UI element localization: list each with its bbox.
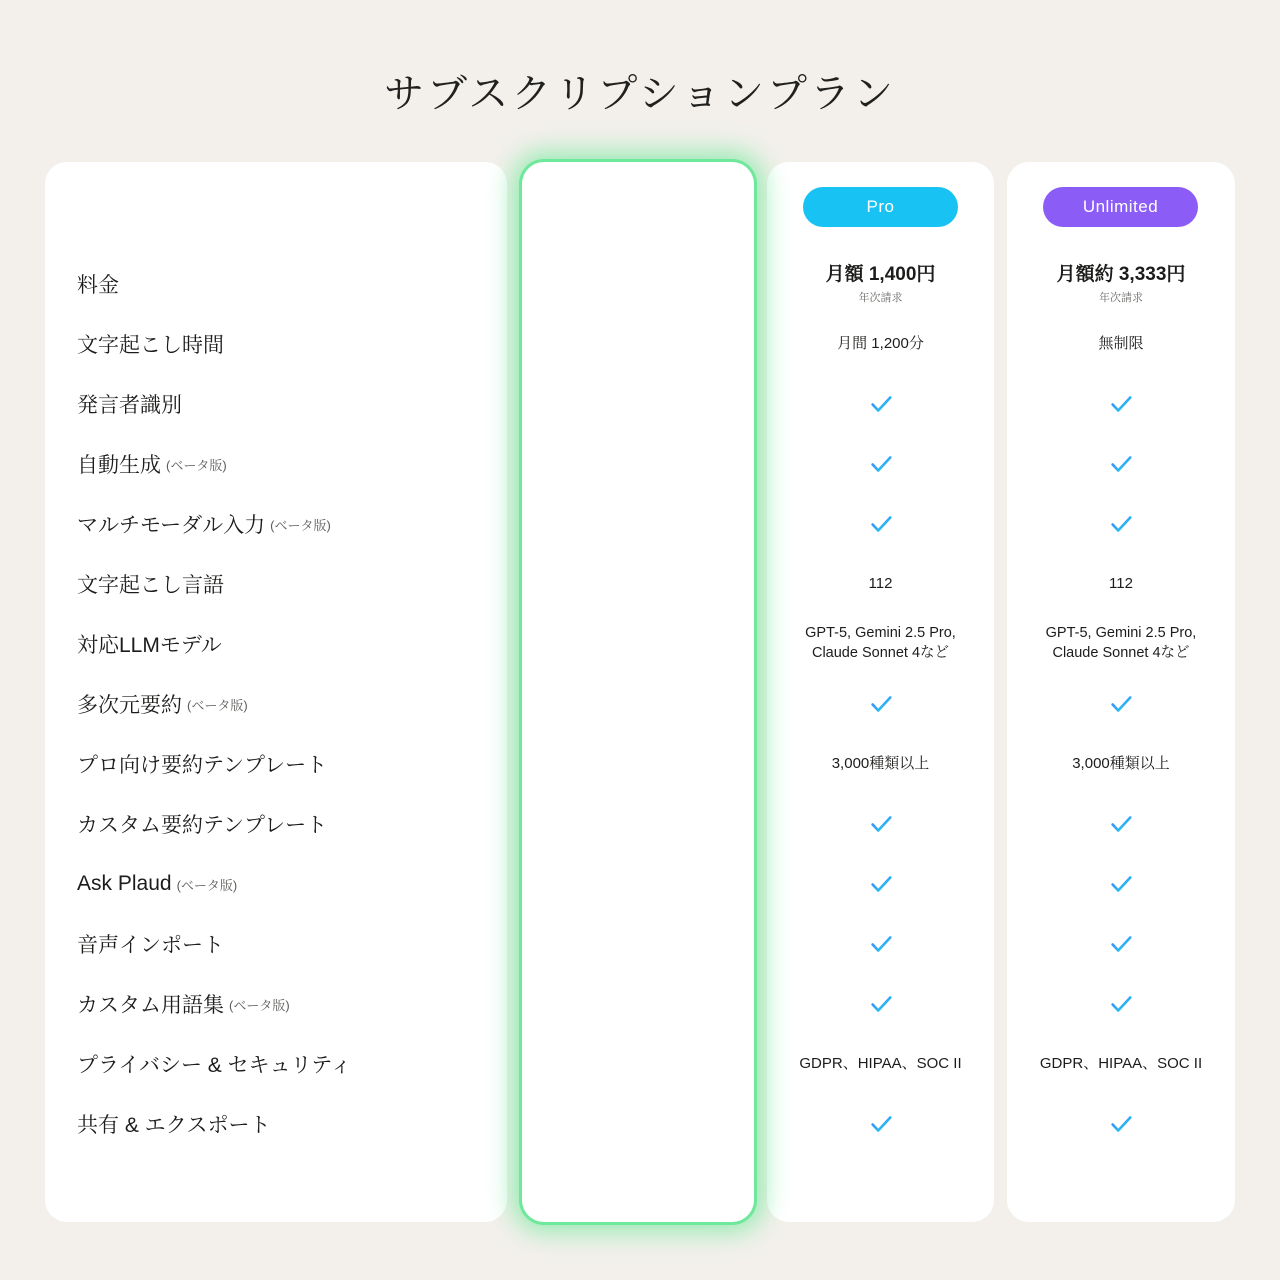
check-icon bbox=[868, 451, 894, 477]
feature-label-10 bbox=[77, 854, 237, 914]
cell-pro-6-line1: GPT-5, Gemini 2.5 Pro, bbox=[805, 625, 956, 642]
check-icon bbox=[868, 691, 894, 717]
check-icon bbox=[1108, 511, 1134, 537]
cell-unlim-0 bbox=[1007, 254, 1235, 314]
cell-unlim-6 bbox=[1007, 614, 1235, 674]
cell-pro-7 bbox=[767, 674, 994, 734]
feature-label-text-7: 多次元要約 bbox=[77, 694, 182, 717]
cell-unlim-9 bbox=[1007, 794, 1235, 854]
cell-unlim-12 bbox=[1007, 974, 1235, 1034]
cell-pro-8 bbox=[767, 734, 994, 794]
feature-label-text-10: Ask Plaud bbox=[77, 872, 172, 895]
check-icon bbox=[1108, 1111, 1134, 1137]
feature-label-text-11: 音声インポート bbox=[77, 934, 224, 957]
feature-label-1 bbox=[77, 314, 224, 374]
feature-label-6 bbox=[77, 614, 222, 674]
feature-label-13 bbox=[77, 1034, 352, 1094]
check-icon bbox=[868, 991, 894, 1017]
cell-unlim-0-main: 月額約 3,333円 bbox=[1056, 264, 1186, 286]
check-icon bbox=[1108, 931, 1134, 957]
feature-label-8 bbox=[77, 734, 327, 794]
cell-pro-4 bbox=[767, 494, 994, 554]
feature-label-text-1: 文字起こし時間 bbox=[77, 334, 224, 357]
cell-unlim-7 bbox=[1007, 674, 1235, 734]
cell-unlim-6-line2: Claude Sonnet 4など bbox=[1052, 645, 1190, 661]
feature-label-7 bbox=[77, 674, 248, 734]
feature-label-text-12: カスタム用語集 bbox=[77, 994, 224, 1017]
cell-unlim-14 bbox=[1007, 1094, 1235, 1154]
cell-unlim-4 bbox=[1007, 494, 1235, 554]
plan-panel-starter[interactable] bbox=[522, 162, 754, 1222]
feature-label-0 bbox=[77, 254, 119, 314]
check-icon bbox=[1108, 871, 1134, 897]
cell-pro-1 bbox=[767, 314, 994, 374]
plan-badge-pro[interactable]: Pro bbox=[803, 187, 958, 227]
cell-pro-6 bbox=[767, 614, 994, 674]
feature-label-11 bbox=[77, 914, 224, 974]
check-icon bbox=[1108, 451, 1134, 477]
check-icon bbox=[1108, 391, 1134, 417]
cell-unlim-3 bbox=[1007, 434, 1235, 494]
cell-unlim-1 bbox=[1007, 314, 1235, 374]
cell-pro-12 bbox=[767, 974, 994, 1034]
cell-pro-3 bbox=[767, 434, 994, 494]
feature-label-text-14: 共有 & エクスポート bbox=[77, 1114, 271, 1137]
feature-label-text-5: 文字起こし言語 bbox=[77, 574, 224, 597]
check-icon bbox=[868, 931, 894, 957]
feature-label-note-10: (ベータ版) bbox=[176, 877, 238, 893]
check-icon bbox=[1108, 991, 1134, 1017]
cell-unlim-1-main: 無制限 bbox=[1098, 334, 1144, 352]
cell-pro-5 bbox=[767, 554, 994, 614]
cell-pro-2 bbox=[767, 374, 994, 434]
feature-label-text-6: 対応LLMモデル bbox=[77, 634, 222, 657]
check-icon bbox=[868, 1111, 894, 1137]
cell-pro-10 bbox=[767, 854, 994, 914]
check-icon bbox=[868, 871, 894, 897]
cell-unlim-10 bbox=[1007, 854, 1235, 914]
cell-pro-0-note: 年次請求 bbox=[858, 291, 903, 304]
feature-label-text-2: 発言者識別 bbox=[77, 394, 182, 417]
feature-label-text-3: 自動生成 bbox=[77, 454, 161, 477]
cell-unlim-0-note: 年次請求 bbox=[1099, 291, 1143, 304]
feature-label-text-8: プロ向け要約テンプレート bbox=[77, 754, 328, 777]
cell-pro-0-main: 月額 1,400円 bbox=[825, 264, 936, 286]
feature-label-9 bbox=[77, 794, 327, 854]
cell-unlim-5 bbox=[1007, 554, 1235, 614]
cell-pro-9 bbox=[767, 794, 994, 854]
feature-label-note-7: (ベータ版) bbox=[187, 697, 248, 713]
cell-pro-6-line2: Claude Sonnet 4など bbox=[811, 645, 950, 661]
feature-label-note-4: (ベータ版) bbox=[270, 517, 331, 533]
cell-unlim-8 bbox=[1007, 734, 1235, 794]
cell-unlim-13-main: GDPR、HIPAA、SOC II bbox=[1039, 1054, 1203, 1072]
plan-badge-unlimited[interactable]: Unlimited bbox=[1043, 187, 1198, 227]
feature-label-note-12: (ベータ版) bbox=[229, 997, 290, 1013]
cell-unlim-13 bbox=[1007, 1034, 1235, 1094]
cell-pro-11 bbox=[767, 914, 994, 974]
feature-label-5 bbox=[77, 554, 224, 614]
check-icon bbox=[868, 391, 894, 417]
cell-pro-13-main: GDPR、HIPAA、SOC II bbox=[799, 1054, 962, 1072]
feature-label-2 bbox=[77, 374, 182, 434]
cell-pro-5-main: 112 bbox=[868, 574, 893, 592]
check-icon bbox=[868, 811, 894, 837]
cell-unlim-5-main: 112 bbox=[1109, 574, 1133, 592]
cell-unlim-6-line1: GPT-5, Gemini 2.5 Pro, bbox=[1045, 625, 1197, 642]
check-icon bbox=[1108, 811, 1134, 837]
cell-pro-0 bbox=[767, 254, 994, 314]
cell-unlim-2 bbox=[1007, 374, 1235, 434]
feature-label-14 bbox=[77, 1094, 270, 1154]
page-title: サブスクリプションプラン bbox=[384, 72, 896, 116]
feature-label-3 bbox=[77, 434, 227, 494]
cell-pro-8-main: 3,000種類以上 bbox=[831, 754, 930, 772]
pricing-table bbox=[45, 162, 1235, 1222]
cell-pro-13 bbox=[767, 1034, 994, 1094]
feature-label-note-3: (ベータ版) bbox=[166, 457, 227, 473]
cell-unlim-8-main: 3,000種類以上 bbox=[1072, 754, 1170, 772]
cell-unlim-11 bbox=[1007, 914, 1235, 974]
feature-label-text-9: カスタム要約テンプレート bbox=[77, 814, 328, 837]
feature-label-12 bbox=[77, 974, 290, 1034]
feature-label-text-13: プライバシー & セキュリティ bbox=[77, 1054, 352, 1077]
feature-label-text-4: マルチモーダル入力 bbox=[77, 514, 266, 537]
check-icon bbox=[868, 511, 894, 537]
feature-label-4 bbox=[77, 494, 331, 554]
feature-label-text-0: 料金 bbox=[77, 274, 119, 297]
check-icon bbox=[1108, 691, 1134, 717]
cell-pro-14 bbox=[767, 1094, 994, 1154]
cell-pro-1-main: 月間 1,200分 bbox=[837, 334, 924, 352]
